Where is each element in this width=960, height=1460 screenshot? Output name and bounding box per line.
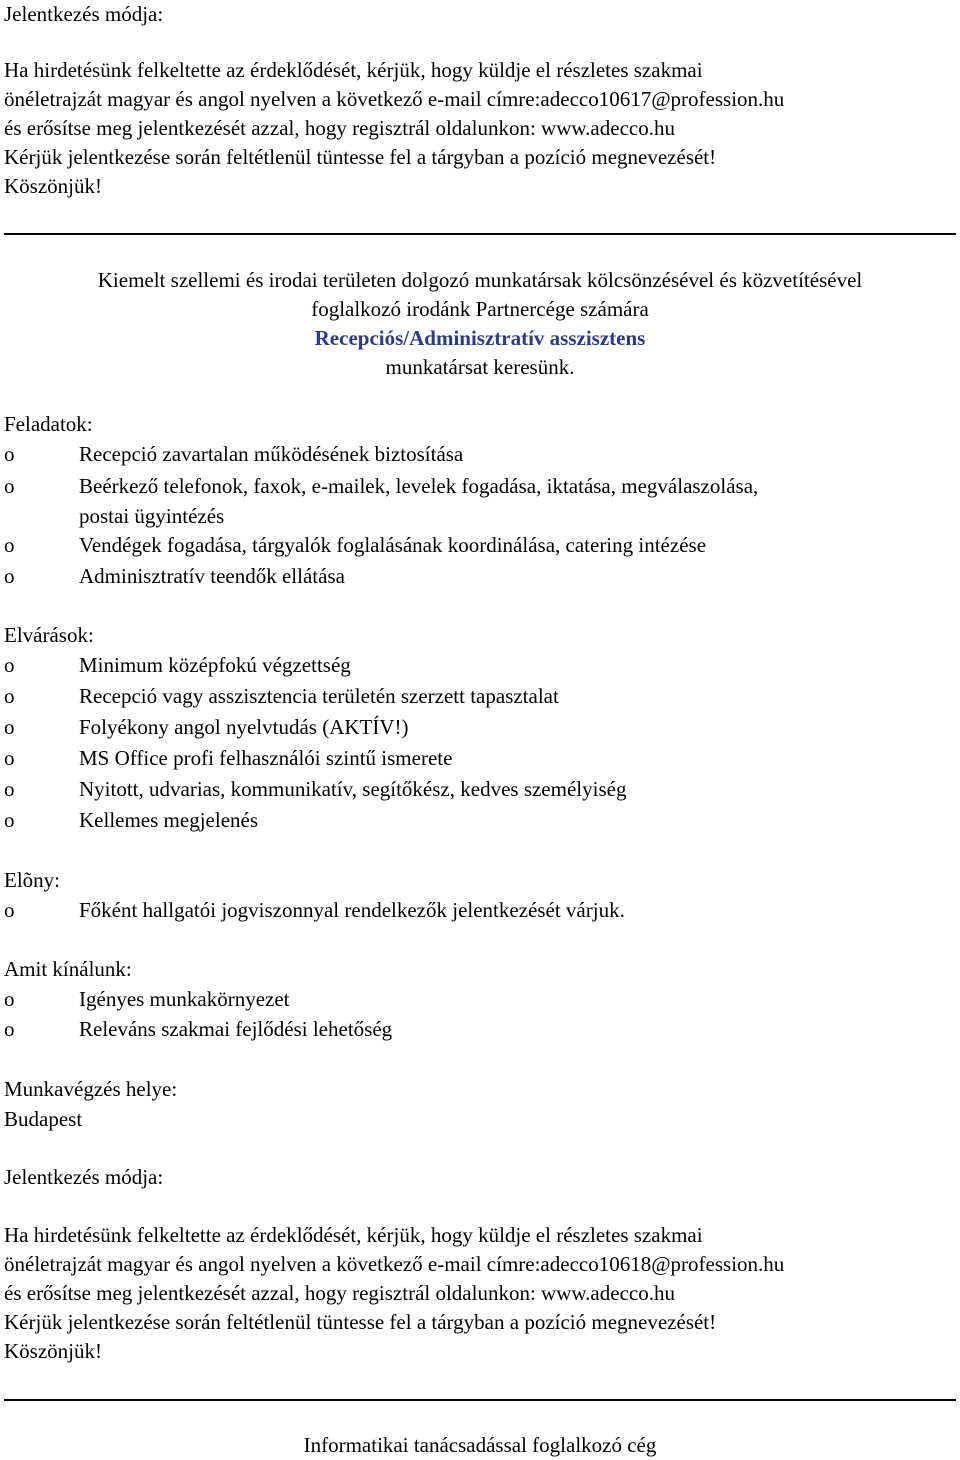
bullet-marker: o	[4, 777, 15, 801]
list-item-text: Beérkező telefonok, faxok, e-mailek, levelek fogadása, iktatása, megválaszolása,	[79, 474, 759, 498]
application-text-line: Köszönjük!	[4, 1339, 102, 1363]
list-item	[4, 806, 258, 834]
offer-heading: Amit kínálunk:	[4, 957, 132, 981]
application-text-line: Ha hirdetésünk felkeltette az érdeklődését, kérjük, hogy küldje el részletes szakmai	[4, 1223, 703, 1247]
bullet-marker: o	[4, 746, 15, 770]
position-title: Recepciós/Adminisztratív asszisztens	[314, 326, 646, 350]
application-text-line: és erősítse meg jelentkezését azzal, hogy regisztrál oldalunkon: www.adecco.hu	[4, 116, 675, 140]
intro-line: munkatársat keresünk.	[385, 355, 575, 379]
section-divider	[4, 233, 956, 235]
list-item-text: Főként hallgatói jogviszonnyal rendelkezők jelentkezését várjuk.	[79, 898, 625, 922]
advantage-heading: Elõny:	[4, 868, 60, 892]
bullet-marker: o	[4, 898, 15, 922]
requirements-heading: Elvárások:	[4, 623, 94, 647]
list-item	[4, 440, 463, 468]
list-item	[4, 682, 559, 710]
list-item	[4, 562, 345, 590]
footer-company-description: Informatikai tanácsadással foglalkozó cég	[303, 1433, 657, 1457]
list-item-text: Folyékony angol nyelvtudás (AKTÍV!)	[79, 715, 409, 739]
list-item-text: Releváns szakmai fejlődési lehetőség	[79, 1017, 393, 1041]
application-text-line: Köszönjük!	[4, 174, 102, 198]
list-item-text: Recepció zavartalan működésének biztosítása	[79, 442, 464, 466]
list-item	[4, 651, 351, 679]
bullet-marker: o	[4, 987, 15, 1011]
bullet-marker: o	[4, 808, 15, 832]
application-heading: Jelentkezés módja:	[4, 2, 164, 26]
section-divider	[4, 1399, 956, 1401]
bullet-marker: o	[4, 474, 15, 498]
bullet-marker: o	[4, 564, 15, 588]
bullet-marker: o	[4, 533, 15, 557]
application-heading: Jelentkezés módja:	[4, 1165, 164, 1189]
list-item	[4, 713, 409, 741]
list-item	[4, 472, 758, 500]
list-item-continuation: postai ügyintézés	[79, 504, 225, 528]
bullet-marker: o	[4, 684, 15, 708]
list-item	[4, 775, 626, 803]
intro-line: foglalkozó irodánk Partnercége számára	[311, 297, 649, 321]
bullet-marker: o	[4, 1017, 15, 1041]
location-value: Budapest	[4, 1107, 83, 1131]
list-item-text: Igényes munkakörnyezet	[79, 987, 290, 1011]
list-item-text: MS Office profi felhasználói szintű ismerete	[79, 746, 453, 770]
list-item	[4, 985, 290, 1013]
bullet-marker: o	[4, 653, 15, 677]
list-item	[4, 896, 625, 924]
application-text-line: Kérjük jelentkezése során feltétlenül tüntesse fel a tárgyban a pozíció megnevezését!	[4, 145, 717, 169]
list-item-text: Adminisztratív teendők ellátása	[79, 564, 345, 588]
intro-line: Kiemelt szellemi és irodai területen dolgozó munkatársak kölcsönzésével és közvetítésével	[97, 268, 863, 292]
list-item	[4, 1015, 392, 1043]
list-item	[4, 744, 452, 772]
list-item-text: Minimum középfokú végzettség	[79, 653, 351, 677]
bullet-marker: o	[4, 715, 15, 739]
bullet-marker: o	[4, 442, 15, 466]
tasks-heading: Feladatok:	[4, 412, 93, 436]
list-item	[4, 531, 706, 559]
list-item-text: Nyitott, udvarias, kommunikatív, segítőkész, kedves személyiség	[79, 777, 627, 801]
application-text-line: önéletrajzát magyar és angol nyelven a következő e-mail címre:adecco10618@profession.hu	[4, 1252, 785, 1276]
application-text-line: önéletrajzát magyar és angol nyelven a következő e-mail címre:adecco10617@profession.hu	[4, 87, 785, 111]
application-text-line: Ha hirdetésünk felkeltette az érdeklődését, kérjük, hogy küldje el részletes szakmai	[4, 58, 703, 82]
application-text-line: és erősítse meg jelentkezését azzal, hogy regisztrál oldalunkon: www.adecco.hu	[4, 1281, 675, 1305]
list-item-text: Vendégek fogadása, tárgyalók foglalásának koordinálása, catering intézése	[79, 533, 707, 557]
location-heading: Munkavégzés helye:	[4, 1077, 178, 1101]
application-text-line: Kérjük jelentkezése során feltétlenül tüntesse fel a tárgyban a pozíció megnevezését!	[4, 1310, 717, 1334]
list-item-text: Kellemes megjelenés	[79, 808, 259, 832]
list-item-text: Recepció vagy asszisztencia területén szerzett tapasztalat	[79, 684, 559, 708]
